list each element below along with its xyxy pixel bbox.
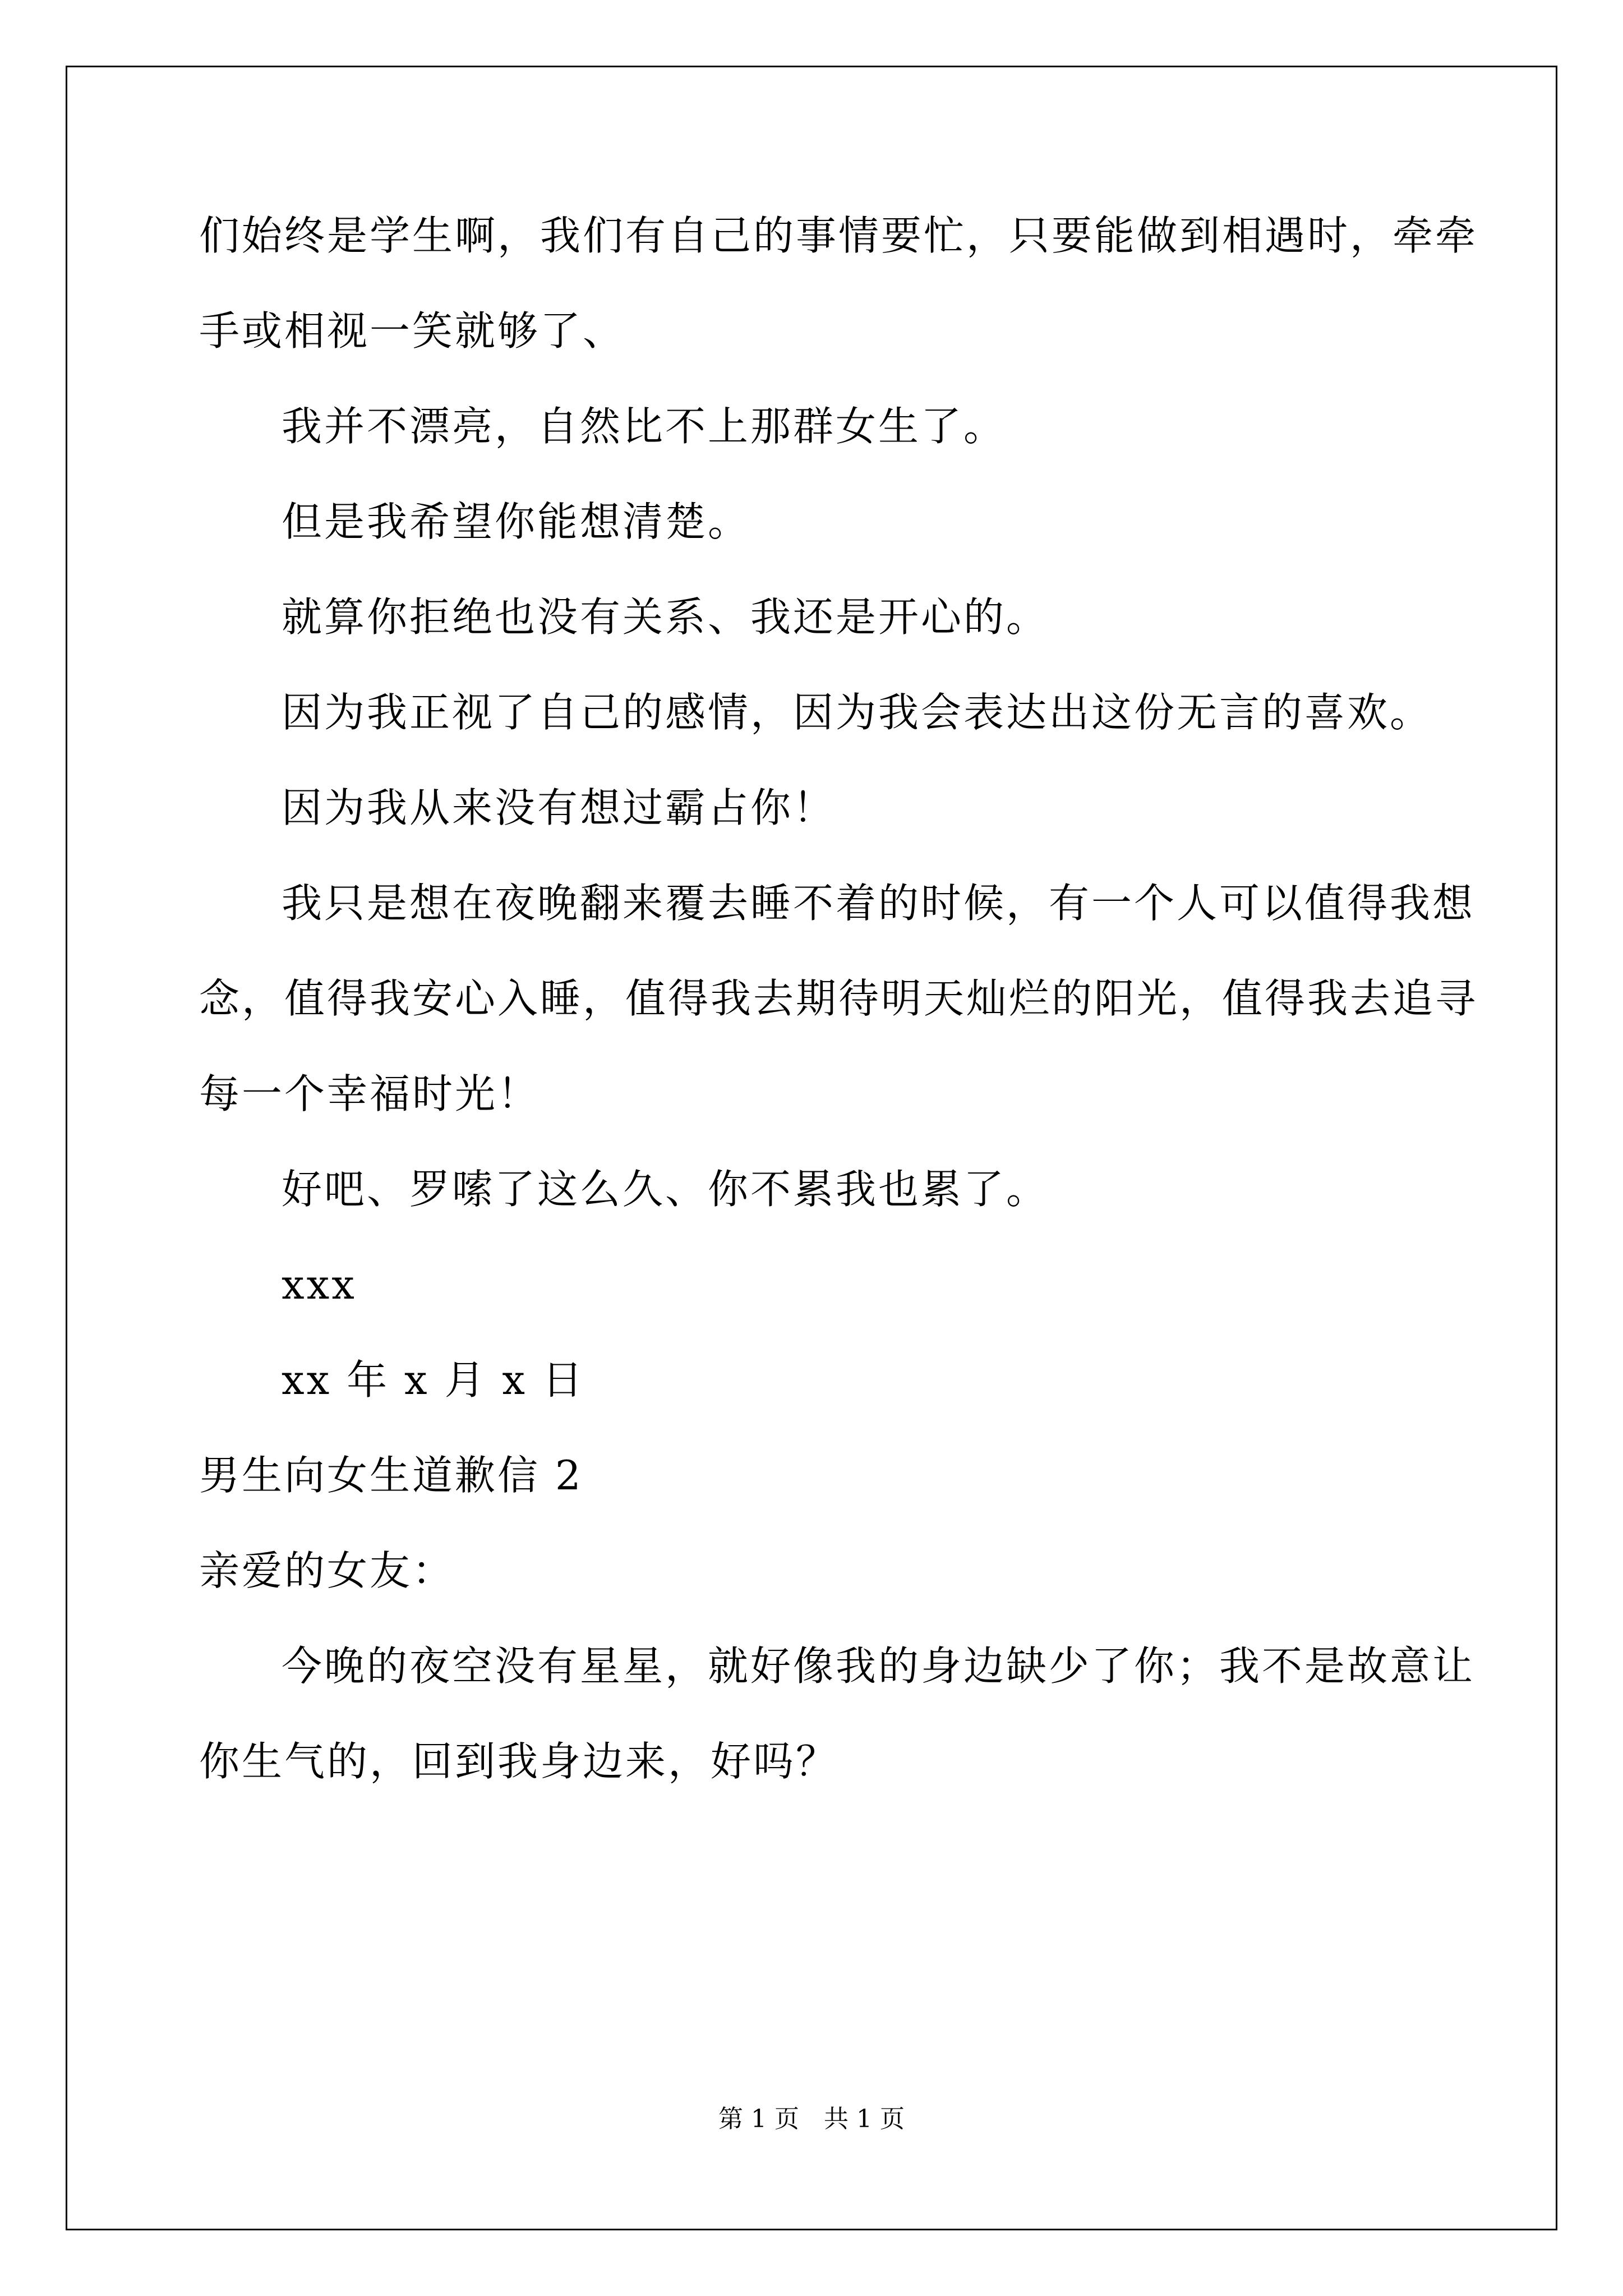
page-footer: 第 1 页 共 1 页 [718,2105,905,2133]
date-line: xx 年 x 月 x 日 [282,1356,585,1404]
text-line: 我只是想在夜晚翻来覆去睡不着的时候，有一个人可以值得我想 [282,880,1476,927]
text-line: 就算你拒绝也没有关系、我还是开心的。 [282,593,1049,641]
signature: xxx [282,1261,357,1308]
text-line: 但是我希望你能想清楚。 [282,498,751,545]
text-line: 手或相视一笑就够了、 [199,307,626,355]
text-line: 们始终是学生啊，我们有自己的事情要忙，只要能做到相遇时，牵牵 [199,212,1478,259]
text-line: 你生气的，回到我身边来，好吗？ [199,1738,839,1785]
text-line: 我并不漂亮，自然比不上那群女生了。 [282,403,1007,450]
text-line: 今晚的夜空没有星星，就好像我的身边缺少了你；我不是故意让 [282,1642,1476,1690]
salutation: 亲爱的女友： [199,1547,455,1594]
text-line: 好吧、罗嗦了这么久、你不累我也累了。 [282,1166,1049,1213]
section-title: 男生向女生道歉信 2 [199,1452,583,1499]
text-line: 念，值得我安心入睡，值得我去期待明天灿烂的阳光，值得我去追寻 [199,975,1478,1022]
text-line: 因为我从来没有想过霸占你！ [282,784,836,831]
page-border [66,66,1557,2230]
text-line: 每一个幸福时光！ [199,1070,541,1117]
text-line: 因为我正视了自己的感情，因为我会表达出这份无言的喜欢。 [282,689,1433,736]
